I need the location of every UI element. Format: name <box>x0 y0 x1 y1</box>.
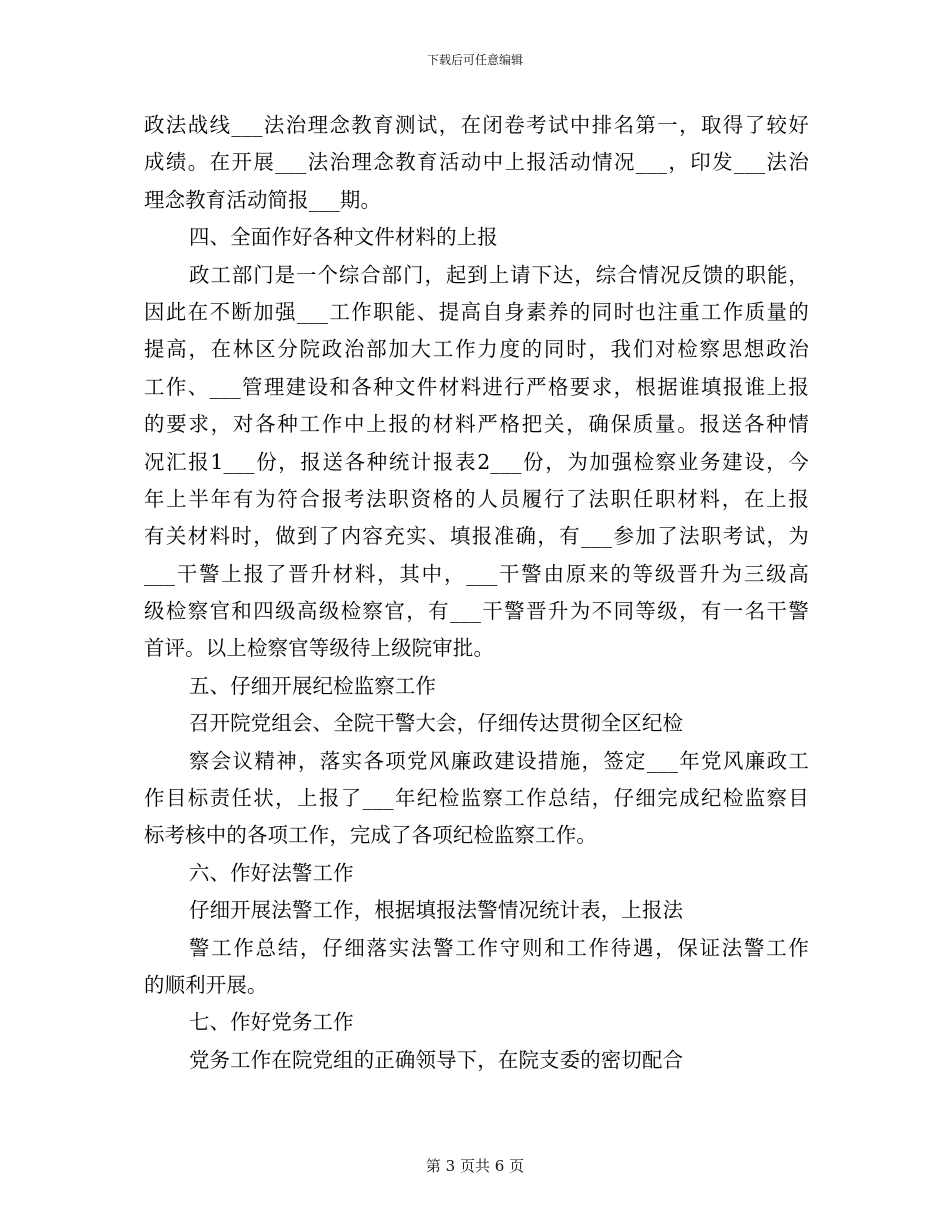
section-heading: 四、全面作好各种文件材料的上报 <box>189 225 498 250</box>
body-line: 警工作总结，仔细落实法警工作守则和工作待遇，保证法警工作 <box>189 935 809 960</box>
section-heading: 六、作好法警工作 <box>189 860 354 885</box>
body-line: 政工部门是一个综合部门，起到上请下达，综合情况反馈的职能， <box>189 262 809 287</box>
body-line: 级检察官和四级高级检察官，有___干警晋升为不同等级，有一名干警 <box>144 599 809 624</box>
body-line: 的顺利开展。 <box>144 972 268 997</box>
body-line: 首评。以上检察官等级待上级院审批。 <box>144 636 495 661</box>
document-body <box>144 107 809 1079</box>
body-line: 标考核中的各项工作，完成了各项纪检监察工作。 <box>144 823 597 848</box>
page-header: 下载后可任意编辑 <box>426 53 523 67</box>
body-line: 工作、___管理建设和各种文件材料进行严格要求，根据谁填报谁上报 <box>144 374 809 399</box>
page-footer: 第 3 页共 6 页 <box>425 1157 525 1175</box>
body-line: 况汇报1___份，报送各种统计报表2___份，为加强检察业务建设，今 <box>144 449 809 474</box>
body-line: 因此在不断加强___工作职能、提高自身素养的同时也注重工作质量的 <box>144 299 809 324</box>
body-line: 作目标责任状，上报了___年纪检监察工作总结，仔细完成纪检监察目 <box>144 786 809 811</box>
body-line: 成绩。在开展___法治理念教育活动中上报活动情况___，印发___法治 <box>144 150 809 175</box>
body-line: 提高，在林区分院政治部加大工作力度的同时，我们对检察思想政治 <box>144 337 809 362</box>
section-heading: 七、作好党务工作 <box>189 1010 354 1035</box>
body-line: 的要求，对各种工作中上报的材料严格把关，确保质量。报送各种情 <box>144 412 809 437</box>
body-line: 仔细开展法警工作，根据填报法警情况统计表，上报法 <box>189 898 684 923</box>
body-line: 有关材料时，做到了内容充实、填报准确，有___参加了法职考试，为 <box>144 524 809 549</box>
body-line: 年上半年有为符合报考法职资格的人员履行了法职任职材料，在上报 <box>144 486 809 511</box>
body-line: 理念教育活动简报___期。 <box>144 187 382 212</box>
body-line: ___干警上报了晋升材料，其中，___干警由原来的等级晋升为三级高 <box>144 561 809 586</box>
section-heading: 五、仔细开展纪检监察工作 <box>189 673 437 698</box>
body-line: 党务工作在院党组的正确领导下，在院支委的密切配合 <box>189 1047 684 1072</box>
body-line: 召开院党组会、全院干警大会，仔细传达贯彻全区纪检 <box>189 711 684 736</box>
body-line: 察会议精神，落实各项党风廉政建设措施，签定___年党风廉政工 <box>189 748 809 773</box>
body-line: 政法战线___法治理念教育测试，在闭卷考试中排名第一，取得了较好 <box>144 113 809 137</box>
